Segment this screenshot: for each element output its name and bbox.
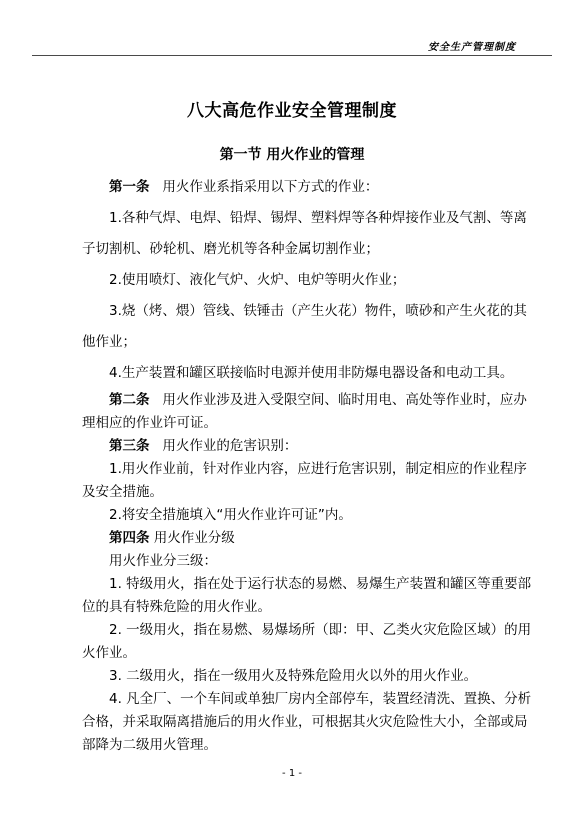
article-3-item-2: 2.将安全措施填入“用火作业许可证”内。 <box>109 507 352 523</box>
document-title: 八大高危作业安全管理制度 <box>187 101 397 121</box>
article-2-text: 用火作业涉及进入受限空间、临时用电、高处等作业时，应办理相应的作业许可证。 <box>82 392 527 431</box>
article-1-item-3: 3.烧（烤、煨）管线、铁锤击（产生火花）物件，喷砂和产生火花的其他作业； <box>82 303 527 350</box>
article-4-item-2: 2. 一级用火，指在易燃、易爆场所（即：甲、乙类火灾危险区域）的用火作业。 <box>82 622 532 661</box>
document-body <box>82 172 532 757</box>
article-3-item-1: 1.用火作业前，针对作业内容，应进行危害识别，制定相应的作业程序及安全措施。 <box>82 461 527 500</box>
article-1-item-1: 1.各种气焊、电焊、铅焊、锡焊、塑料焊等各种焊接作业及气割、等离子切割机、砂轮机、磨光机等各种金属切割作业； <box>82 210 527 257</box>
page-number: - 1 - <box>282 768 302 779</box>
article-4-intro: 用火作业分三级： <box>109 553 217 569</box>
article-4-item-3: 3. 二级用火，指在一级用火及特殊危险用火以外的用火作业。 <box>109 668 478 684</box>
article-4-paragraph <box>82 527 532 550</box>
article-4-text: 用火作业分级 <box>153 530 235 546</box>
article-1-text: 用火作业系指采用以下方式的作业： <box>162 179 379 195</box>
header-divider <box>32 55 552 56</box>
article-1-item-2: 2.使用喷灯、液化气炉、火炉、电炉等明火作业； <box>109 272 406 288</box>
article-2-heading: 第二条 <box>109 392 150 408</box>
article-4-item-4: 4. 凡全厂、一个车间或单独厂房内全部停车，装置经清洗、置换、分析合格，并采取隔离措施后的用火作业，可根据其火灾危险性大小，全部或局部降为二级用火管理。 <box>82 691 532 753</box>
article-1-paragraph <box>82 172 532 203</box>
article-3-text: 用火作业的危害识别： <box>162 438 298 454</box>
article-3-heading: 第三条 <box>109 438 150 454</box>
article-2-paragraph <box>82 389 532 435</box>
article-3-paragraph <box>82 435 532 458</box>
section-title: 第一节 用火作业的管理 <box>219 147 365 163</box>
article-4-heading: 第四条 <box>109 530 150 546</box>
article-1-heading: 第一条 <box>109 179 150 195</box>
article-1-item-4: 4.生产装置和罐区联接临时电源并使用非防爆电器设备和电动工具。 <box>109 365 514 381</box>
running-header: 安全生产管理制度 <box>428 42 516 53</box>
article-4-item-1: 1. 特级用火，指在处于运行状态的易燃、易爆生产装置和罐区等重要部位的具有特殊危险的用火作业。 <box>82 576 532 615</box>
